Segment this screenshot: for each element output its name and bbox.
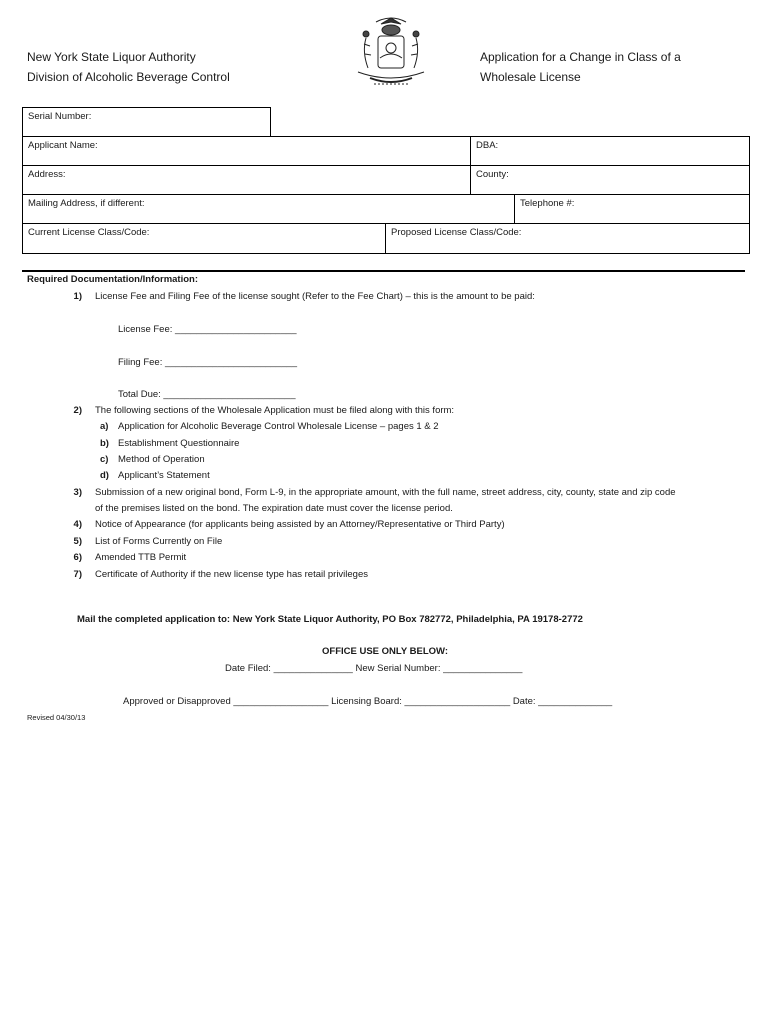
proposed-class-field[interactable]	[385, 223, 750, 254]
dba-label: DBA:	[476, 140, 499, 151]
proposed-class-label: Proposed License Class/Code:	[391, 227, 522, 238]
telephone-label: Telephone #:	[520, 198, 575, 209]
subitem-letter: a)	[100, 421, 109, 432]
item-text-continued: of the premises listed on the bond. The expiration date must cover the license period.	[95, 503, 453, 514]
item-number: 1)	[73, 291, 82, 302]
subitem-letter: d)	[100, 470, 109, 481]
item-number: 4)	[73, 519, 82, 530]
telephone-field[interactable]	[514, 194, 750, 224]
item-number: 2)	[73, 405, 82, 416]
agency-division: Division of Alcoholic Beverage Control	[27, 70, 230, 84]
item-text: The following sections of the Wholesale Application must be filed along with this form:	[95, 405, 455, 416]
subitem-letter: b)	[100, 438, 109, 449]
item-text: License Fee and Filing Fee of the license sought (Refer to the Fee Chart) – this is the amount to be paid:	[95, 291, 535, 302]
item-number: 5)	[73, 536, 82, 547]
state-seal-logo	[348, 14, 434, 92]
item-text: Submission of a new original bond, Form L-9, in the appropriate amount, with the full name, street address, city, county, state and zip code	[95, 487, 676, 498]
item-text: Amended TTB Permit	[95, 552, 187, 563]
item-text: Notice of Appearance (for applicants being assisted by an Attorney/Representative or Third Party)	[95, 519, 505, 530]
agency-name: New York State Liquor Authority	[27, 50, 196, 64]
subitem-text: Applicant’s Statement	[118, 470, 210, 481]
dba-field[interactable]	[470, 136, 750, 166]
subitem-text: Method of Operation	[118, 454, 205, 465]
serial-number-label: Serial Number:	[28, 111, 92, 122]
date-filed-line: Date Filed: _______________ New Serial Number: _______________	[225, 663, 523, 674]
item-number: 6)	[73, 552, 82, 563]
filing-fee-line: Filing Fee: _________________________	[118, 357, 298, 368]
office-use-title: OFFICE USE ONLY BELOW:	[322, 646, 448, 657]
subitem-letter: c)	[100, 454, 109, 465]
subitem-text: Establishment Questionnaire	[118, 438, 240, 449]
approval-line: Approved or Disapproved __________________ Licensing Board: ____________________ Date: ______________	[123, 696, 613, 707]
item-text: Certificate of Authority if the new license type has retail privileges	[95, 569, 368, 580]
county-label: County:	[476, 169, 509, 180]
serial-number-field[interactable]	[22, 107, 271, 137]
item-text: List of Forms Currently on File	[95, 536, 223, 547]
mailing-address-label: Mailing Address, if different:	[28, 198, 145, 209]
item-number: 7)	[73, 569, 82, 580]
current-class-label: Current License Class/Code:	[28, 227, 150, 238]
county-field[interactable]	[470, 165, 750, 195]
item-number: 3)	[73, 487, 82, 498]
form-title-line2: Wholesale License	[480, 70, 581, 84]
form-title-line1: Application for a Change in Class of a	[480, 50, 681, 64]
mailing-instructions: Mail the completed application to: New York State Liquor Authority, PO Box 782772, Philadelphia, PA 19178-2772	[77, 614, 583, 625]
license-fee-line: License Fee: _______________________	[118, 324, 297, 335]
total-due-line: Total Due: _________________________	[118, 389, 296, 400]
revision-date: Revised 04/30/13	[27, 713, 86, 722]
subitem-text: Application for Alcoholic Beverage Control Wholesale License – pages 1 & 2	[118, 421, 439, 432]
required-docs-title: Required Documentation/Information:	[27, 274, 198, 285]
address-label: Address:	[28, 169, 66, 180]
section-divider	[22, 270, 745, 272]
applicant-name-label: Applicant Name:	[28, 140, 98, 151]
